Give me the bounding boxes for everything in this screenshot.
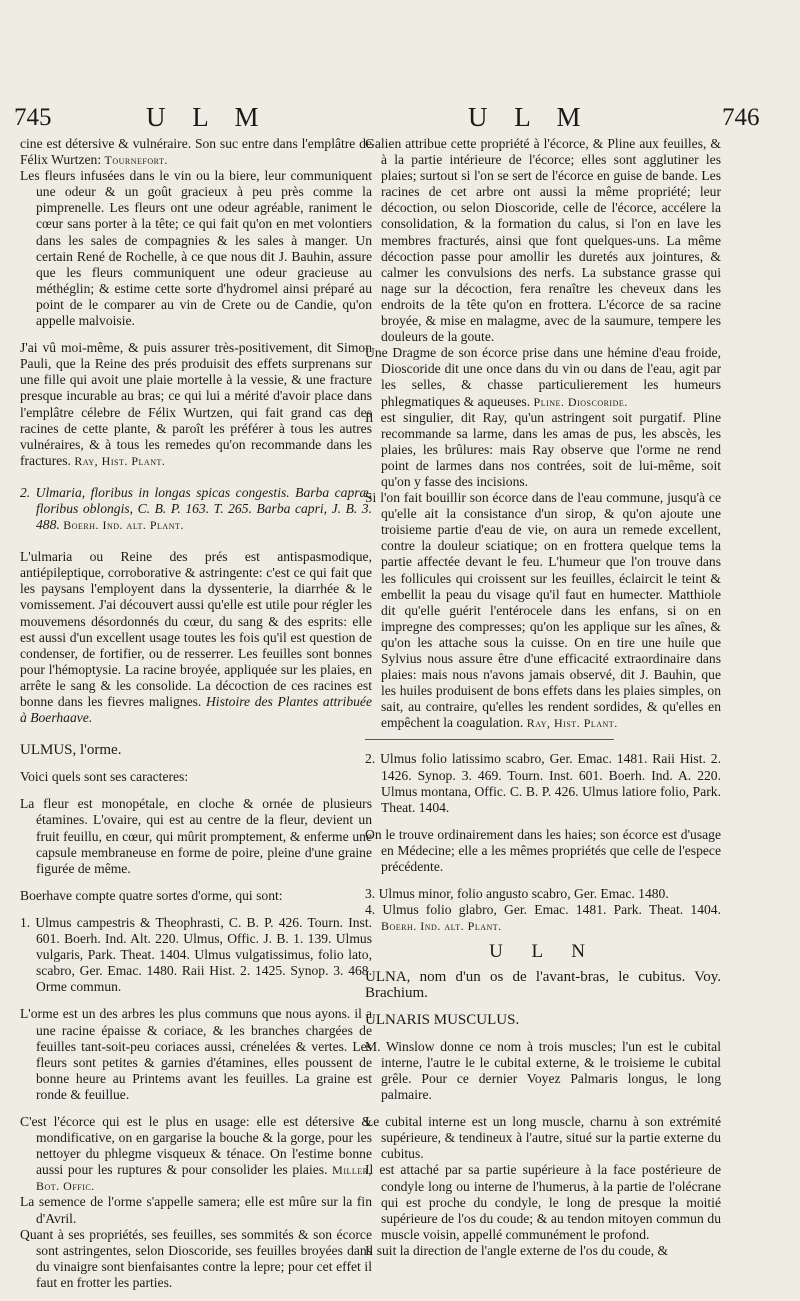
species-entry: 4. Ulmus folio glabro, Ger. Emac. 1481. Park. Theat. 1404. Boerh. Ind. alt. Plant. <box>365 902 721 934</box>
entry-heading: ULNA, nom d'un os de l'avant-bras, le cubitus. Voy. Brachium. <box>365 968 721 1001</box>
paragraph: La fleur est monopétale, en cloche & ornée de plusieurs étamines. L'ovaire, qui est au centre de la fleur, devient un fruit feuillu, en cœur, qui mûrit promptement, & enferme une capsule membraneuse en forme de poire, pleine d'une graine figurée de même. <box>20 796 372 876</box>
citation: Pline. Dioscoride. <box>533 394 628 409</box>
paragraph: Le cubital interne est un long muscle, charnu à son extrémité supérieure, & tendineux à l'autre, situé sur la partie externe du cubitus. <box>365 1114 721 1162</box>
species-entry: 3. Ulmus minor, folio angusto scabro, Ger. Emac. 1480. <box>365 886 669 902</box>
species-entry: 2. Ulmus folio latissimo scabro, Ger. Emac. 1481. Raii Hist. 2. 1426. Synop. 3. 469. Tourn. Inst. 601. Boerh. Ind. A. 220. Ulmus montana, Offic. C. B. P. 426. Ulmus latiore folio, Park. Theat. 1404. <box>365 751 721 815</box>
entry-heading: ULMUS, l'orme. <box>20 742 122 759</box>
citation: Boerh. Ind. alt. Plant. <box>381 919 502 934</box>
paragraph: C'est l'écorce qui est le plus en usage: elle est détersive & mondificative, on en gargarise la bouche & la gorge, pour les nettoyer du phlegme visqueux & ténace. On l'estime bonne aussi pour les ruptures & pour consolider les plaies. Miller, Bot. Offic. <box>20 1113 372 1194</box>
right-column <box>365 136 721 1296</box>
paragraph: cine est détersive & vulnéraire. Son suc entre dans l'emplâtre de Félix Wurtzen: Tournefort. <box>20 136 372 168</box>
right-running-head: U L M <box>468 102 591 132</box>
left-page-number: 745 <box>14 104 52 131</box>
left-column <box>20 136 372 1296</box>
right-page-number: 746 <box>722 104 760 131</box>
paragraph: L'orme est un des arbres les plus communs que nous ayons. il a une racine épaisse & coriace, & les branches chargées de feuilles tant-soit-peu coriaces aussi, crénelées & vertes. Les fleurs sont petites & garnies d'étamines, elles poussent de bonne heure au Printems avant les feuilles. La graine est ronde & feuillue. <box>20 1006 372 1102</box>
citation: Tournefort. <box>104 153 168 168</box>
species-entry: 2. Ulmaria, floribus in longas spicas congestis. Barba capræ, floribus oblongis, C. B. P. 163. T. 265. Barba capri, J. B. 3. 488. Boerh. Ind. alt. Plant. <box>20 484 372 533</box>
citation: Histoire des Plantes attribuée à Boerhaave. <box>20 694 372 726</box>
paragraph: Une Dragme de son écorce prise dans une hémine d'eau froide, Dioscoride dit une once dans du vin ou dans de l'eau, agit par les selles, & chasse particulierement les humeurs phlegmatiques & aqueuses. Pline. Dioscoride. <box>365 345 721 409</box>
paragraph: M. Winslow donne ce nom à trois muscles; l'un est le cubital interne, l'autre le le cubital externe, & le troisieme le cubital grêle. Pour ce dernier Voyez Palmaris longus, le long palmaire. <box>365 1038 721 1103</box>
paragraph: Il est attaché par sa partie supérieure à la face postérieure de condyle long ou interne de l'humerus, à la partie de l'olécrane qui est proche du condyle, le long de presque la moitié supérieure de l'os du coude; & au tendon mitoyen commun du muscle voisin, appellé communément le profond. <box>365 1162 721 1242</box>
section-heading: U L N <box>489 941 597 963</box>
citation: Ray, Hist. Plant. <box>74 453 166 468</box>
citation: Boerh. Ind. alt. Plant. <box>63 518 184 533</box>
paragraph: La semence de l'orme s'appelle samera; elle est mûre sur la fin d'Avril. <box>20 1194 372 1226</box>
entry-heading: ULNARIS MUSCULUS. <box>365 1011 520 1028</box>
left-running-head: U L M <box>146 102 269 132</box>
paragraph: Quant à ses propriétés, ses feuilles, ses sommités & son écorce sont astringentes, selon Dioscoride, ses feuilles broyées dans du vinaigre sont bienfaisantes contre la lepre; pour cet effet il faut en frotter les parties. <box>20 1226 372 1290</box>
paragraph: On le trouve ordinairement dans les haies; son écorce est d'usage en Médecine; elle a les mêmes propriétés que celle de l'espece précédente. <box>365 826 721 875</box>
citation: Miller, Bot. Offic. <box>36 1163 372 1194</box>
species-entry: 1. Ulmus campestris & Theophrasti, C. B. P. 426. Tourn. Inst. 601. Boerh. Ind. Alt. 220. Ulmus, Offic. J. B. 1. 139. Ulmus vulgaris, Park. Theat. 1404. Ulmus vulgatissimus, folio lato, scabro, Ger. Emac. 1480. Raii Hist. 2. 1425. Synop. 3. 468. Orme commun. <box>20 914 372 995</box>
paragraph: Il suit la direction de l'angle externe de l'os du coude, & <box>365 1242 669 1258</box>
paragraph: J'ai vû moi-même, & puis assurer très-positivement, dit Simon Pauli, que la Reine des prés produisit des effets surprenans sur une fille qui avoit une plaie mortelle à la vessie, & une fracture presque incurable au bras; ce qui lui a mérité d'avoir place dans l'emplâtre célebre de Félix Wurtzen, qui fait grand cas des racines de cette plante, & paroît les préférer à tous les autres vulnéraires, & à tous les remedes qu'on recommande dans les fractures. Ray, Hist. Plant. <box>20 340 372 468</box>
paragraph: L'ulmaria ou Reine des prés est antispasmodique, antiépileptique, corroborative & astringente: c'est ce qui fait que les paysans l'employent dans la dyssenterie, la diarrhée & le vomissement. J'ai découvert aussi qu'elle est utile pour régler les mouvemens désordonnés du cœur, du sang & des esprits: elle est aussi d'un excellent usage toutes les fois qu'il est question de condenser, de fortifier, ou de resserrer. Les feuilles sont bonnes pour l'hémoptysie. La racine broyée, appliquée sur les plaies, en arrête le sang & les consolide. La décoction de ces racines est bonne dans les fievres malignes. Histoire des Plantes attribuée à Boerhaave. <box>20 549 372 726</box>
paragraph: Il est singulier, dit Ray, qu'un astringent soit purgatif. Pline recommande sa larme, dans les amas de pus, les abscès, les plaies, les brûlures: mais Ray observe que l'orme ne rend point de larmes dans nos contrées, soit de lui-même, soit qu'on y fasse des incisions. <box>365 409 721 489</box>
paragraph: Si l'on fait bouillir son écorce dans de l'eau commune, jusqu'à ce qu'elle ait la consistance d'un sirop, & qu'on ajoute une troisieme partie d'eau de vie, on aura un remede excellent, contre la douleur sciatique; on en frottera quelque tems la partie affectée devant le feu. L'humeur que l'on trouve dans les follicules qui croissent sur les feuilles, éclaircit le teint & embellit la peau du visage qu'il faut en humecter. Matthiole dit qu'elle guérit l'entérocele dans les enfans, si on en impregne des compresses; qu'on les applique sur les aînes, & qu'on les attache sous la cuisse. On en tire une huile que Sylvius nous assure être d'une efficacité extraordinaire dans plaies: mais nous n'avons jamais observé, dit J. Bauhin, que les huiles produisent de bons effets dans les plaies simples, on sait, au contraire, qu'elles les rendent sordides, & qu'elles en empêchent la coagulation. Ray, Hist. Plant. <box>365 490 721 731</box>
paragraph: Galien attribue cette propriété à l'écorce, & Pline aux feuilles, & à la partie intérieure de l'écorce; elles sont agglutiner les plaies; surtout si l'on se sert de l'écorce en guise de bande. Les racines de cet arbre ont aussi la même propriété; leur décoction, ou selon Dioscoride, celle de l'écorce, accélere la consolidation, & la formation du calus, si l'on en lave les membres fracturés, ainsi que font quelques-uns. La même décoction passe pour amollir les duretés aux jointures, & calmer les convulsions des nerfs. La substance grasse qui nage sur la décoction, fera renaître les cheveux dans les endroits de la tête qu'on en frottera. L'écorce de sa racine broyée, & mise en malagme, avec de la saumure, tempere les douleurs de la goute. <box>365 136 721 345</box>
paragraph: Voici quels sont ses caracteres: <box>20 769 189 785</box>
divider <box>365 739 614 740</box>
paragraph: Boerhave compte quatre sortes d'orme, qui sont: <box>20 887 283 903</box>
citation: Ray, Hist. Plant. <box>526 716 618 731</box>
paragraph: Les fleurs infusées dans le vin ou la biere, leur communiquent une odeur & un goût gracieux à peu près comme la pimprenelle. Les fleurs ont une odeur agréable, raniment le cœur sans porter à la tête; ce qui fait qu'on en met volontiers dans les sales de compagnies & les sales à manger. Un certain René de Rochelle, à ce que nous dit J. Bauhin, assure que les fleurs communiquent une odeur gracieuse au méthéglin; & estime cette sorte d'hydromel ainsi préparé au point de le comparer au vin de Crete ou de Candie, qu'on appelle malvoisie. <box>20 168 372 329</box>
